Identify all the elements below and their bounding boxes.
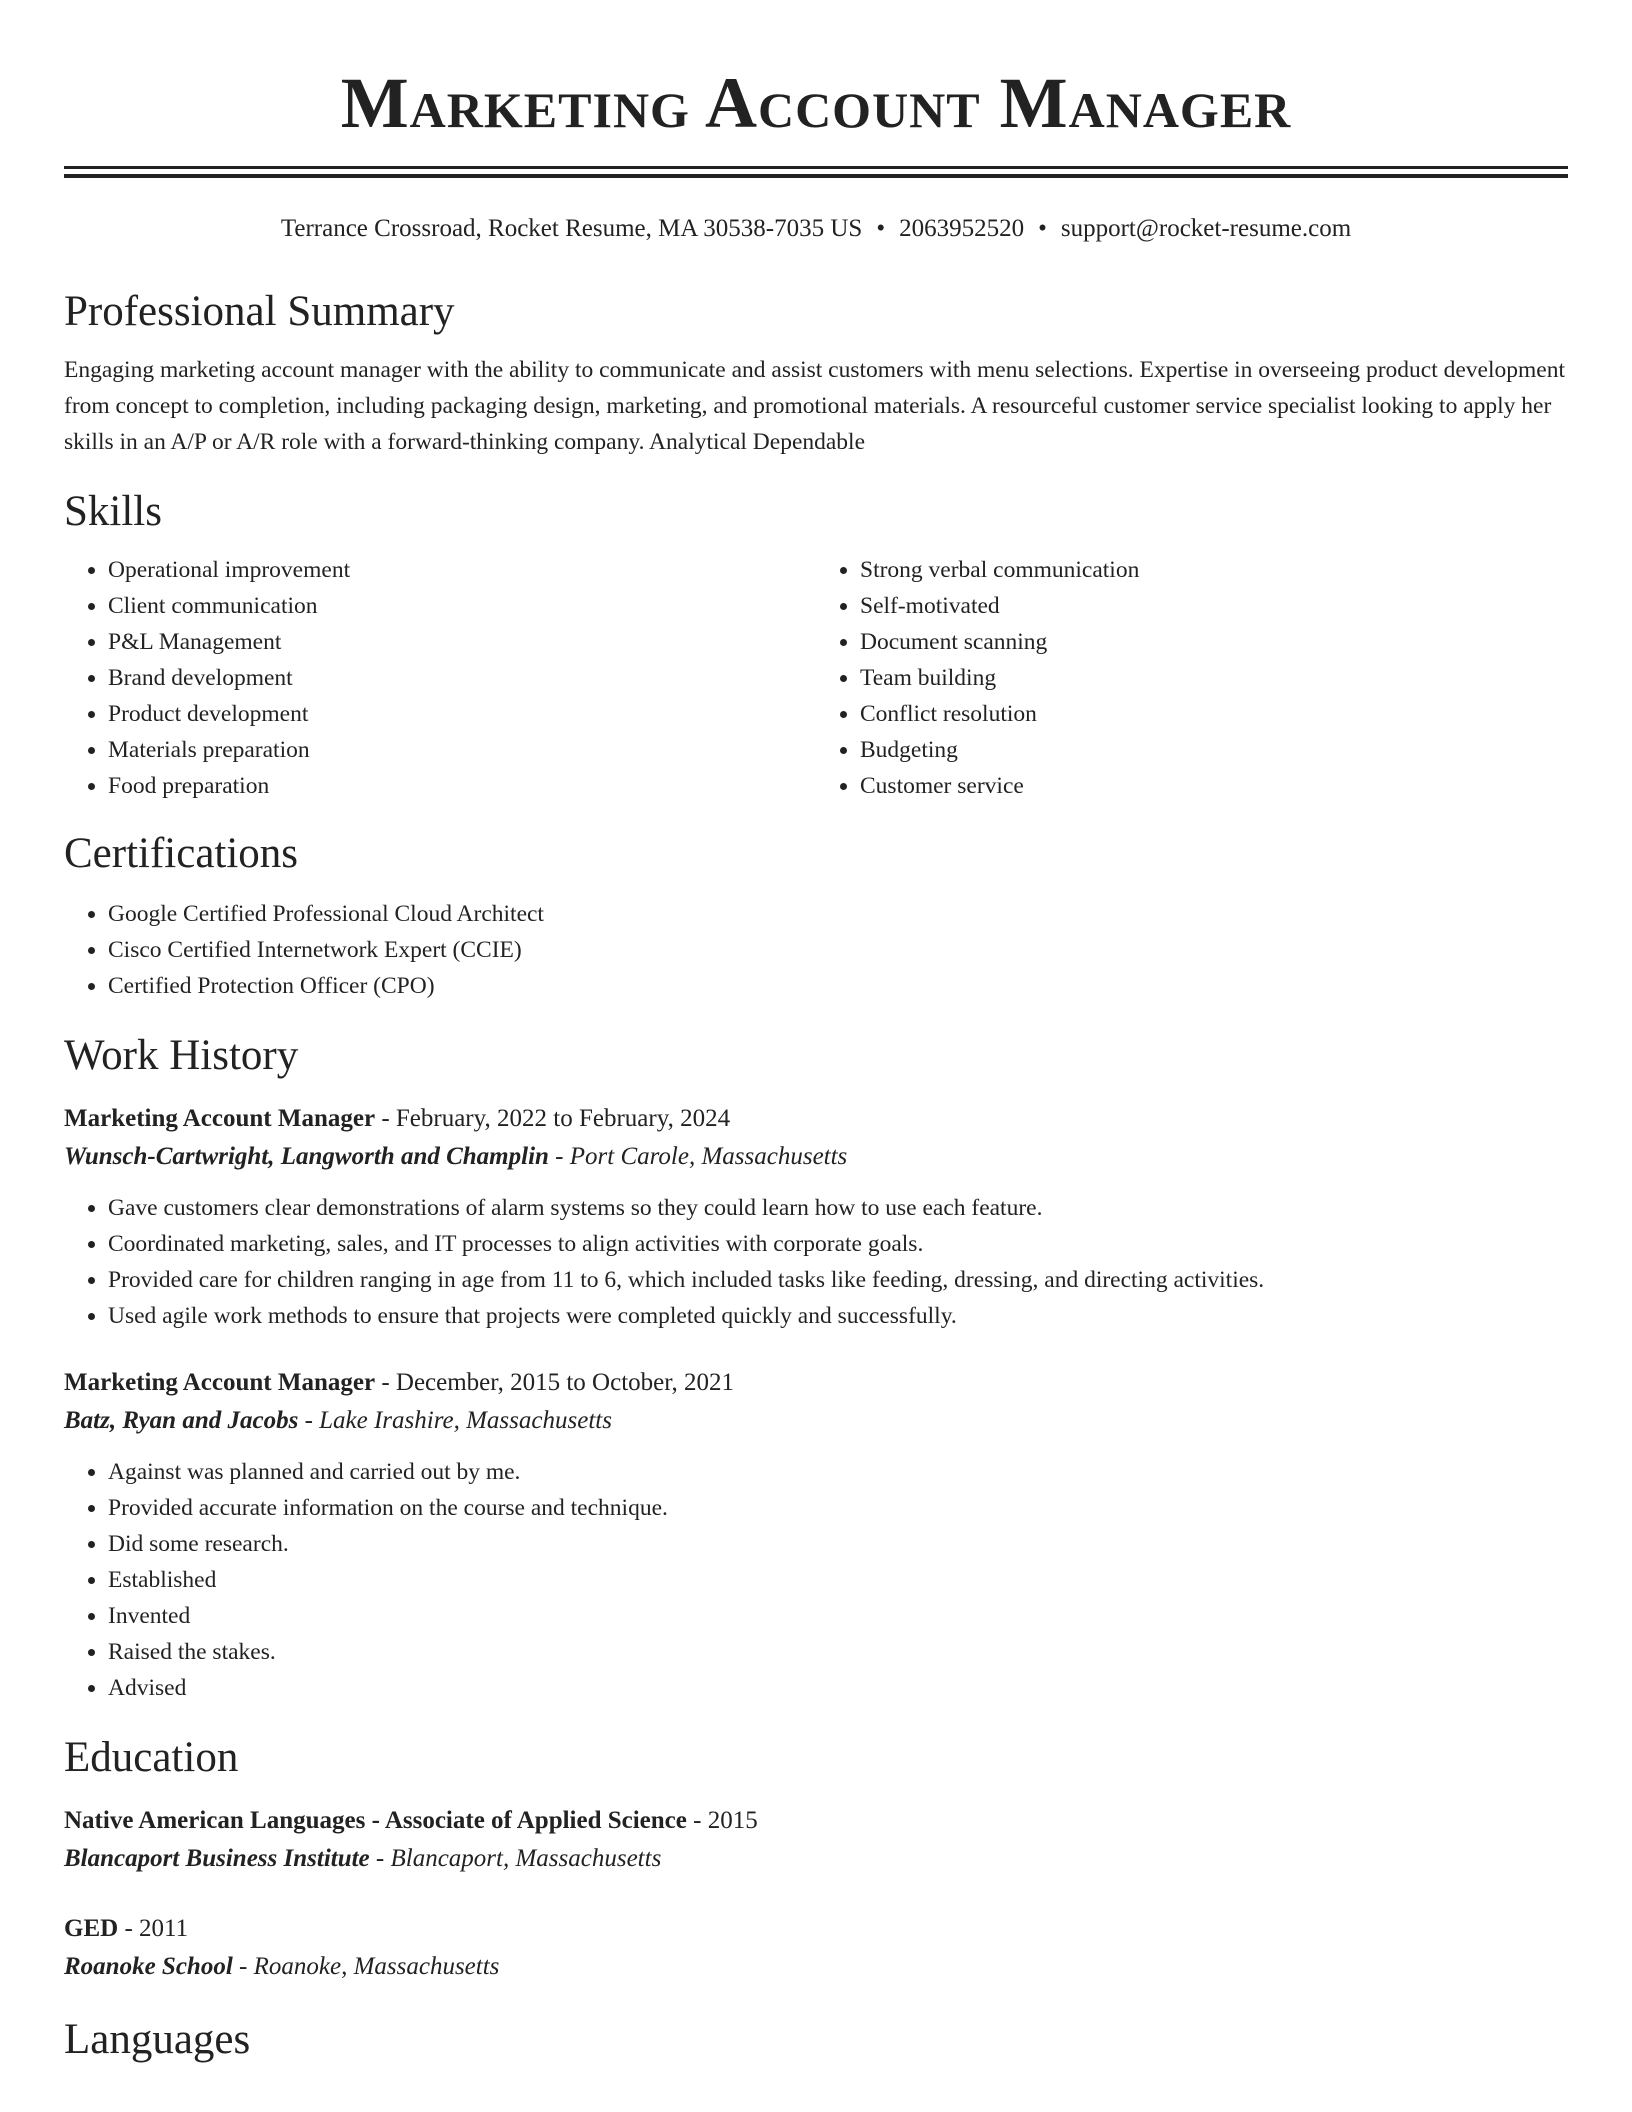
duty-item: • Against was planned and carried out by me. [108,1454,1568,1490]
duty-item: • Gave customers clear demonstrations of alarm systems so they could learn how to use each feature. [108,1190,1568,1226]
job-title: Marketing Account Manager [64,1105,376,1132]
skill-item: • Strong verbal communication [860,552,1568,588]
job-entry [64,1364,1568,1706]
title-divider-bottom [64,174,1568,178]
job-duties [64,1454,1568,1706]
title-divider-top [64,166,1568,169]
certification-item: • Certified Protection Officer (CPO) [108,968,1568,1004]
contact-line [64,212,1568,246]
skill-item: • Materials preparation [108,732,816,768]
degree: GED [64,1915,119,1942]
skill-item: • Conflict resolution [860,696,1568,732]
duty-item: • Established [108,1562,1568,1598]
certification-item: • Google Certified Professional Cloud Architect [108,896,1568,932]
job-location: - Port Carole, Massachusetts [548,1143,848,1170]
degree-line [64,1802,1568,1840]
skills-heading: Skills [64,488,162,535]
job-dates: - February, 2022 to February, 2024 [375,1105,731,1132]
certifications-list [64,896,1568,1004]
duty-item: • Invented [108,1598,1568,1634]
school: Roanoke School [64,1953,233,1980]
job-dates: - December, 2015 to October, 2021 [375,1369,735,1396]
degree: Native American Languages - Associate of Applied Science [64,1807,687,1834]
education-entry [64,1802,1568,1878]
skill-item: • Client communication [108,588,816,624]
duty-item: • Coordinated marketing, sales, and IT processes to align activities with corporate goals. [108,1226,1568,1262]
job-title: Marketing Account Manager [64,1369,376,1396]
degree-year: - 2015 [686,1807,758,1834]
skill-item: • Document scanning [860,624,1568,660]
skill-item: • P&L Management [108,624,816,660]
duty-item: • Provided care for children ranging in age from 11 to 6, which included tasks like feeding, dressing, and directing activities. [108,1262,1568,1298]
skill-item: • Customer service [860,768,1568,804]
skill-item: • Product development [108,696,816,732]
job-company-line [64,1402,1568,1440]
school-line [64,1948,1568,1986]
skills-list-left [64,552,816,804]
job-company-line [64,1138,1568,1176]
skill-item: • Budgeting [860,732,1568,768]
languages-heading: Languages [64,2016,251,2063]
school-line [64,1840,1568,1878]
duty-item: • Advised [108,1670,1568,1706]
job-title-line [64,1100,1568,1138]
education-heading: Education [64,1734,239,1781]
contact-separator: • [876,215,886,242]
school-location: - Blancaport, Massachusetts [369,1845,662,1872]
duty-item: • Provided accurate information on the course and technique. [108,1490,1568,1526]
job-location: - Lake Irashire, Massachusetts [298,1407,612,1434]
education-entry [64,1910,1568,1986]
job-title-line [64,1364,1568,1402]
skill-item: • Team building [860,660,1568,696]
school-location: - Roanoke, Massachusetts [232,1953,500,1980]
skill-item: • Self-motivated [860,588,1568,624]
skill-item: • Brand development [108,660,816,696]
contact-address: Terrance Crossroad, Rocket Resume, MA 30538-7035 US [280,215,863,242]
contact-email: support@rocket-resume.com [1060,215,1352,242]
school: Blancaport Business Institute [64,1845,370,1872]
degree-year: - 2011 [118,1915,189,1942]
skills-columns [64,552,1568,804]
certification-item: • Cisco Certified Internetwork Expert (CCIE) [108,932,1568,968]
contact-phone: 2063952520 [899,215,1025,242]
duty-item: • Used agile work methods to ensure that projects were completed quickly and successfully. [108,1298,1568,1334]
degree-line [64,1910,1568,1948]
duty-item: • Raised the stakes. [108,1634,1568,1670]
work-history-heading: Work History [64,1032,299,1079]
duty-item: • Did some research. [108,1526,1568,1562]
skills-list-right [816,552,1568,804]
certifications-heading: Certifications [64,830,299,877]
job-entry [64,1100,1568,1334]
job-duties [64,1190,1568,1334]
resume-page [64,0,1568,2066]
job-company: Wunsch-Cartwright, Langworth and Champlin [64,1143,549,1170]
skill-item: • Food preparation [108,768,816,804]
resume-title: Marketing Account Manager [340,63,1292,143]
summary-heading: Professional Summary [64,288,455,335]
skill-item: • Operational improvement [108,552,816,588]
job-company: Batz, Ryan and Jacobs [64,1407,299,1434]
summary-text: Engaging marketing account manager with the ability to communicate and assist customers with menu selections. Expertise in overseeing product development from concept to completion, including packaging design, marketing, and promotional materials. A resourceful customer service specialist looking to apply her skills in an A/P or A/R role with a forward-thinking company. Analytical Dependable [64,357,1565,455]
contact-separator: • [1038,215,1047,242]
